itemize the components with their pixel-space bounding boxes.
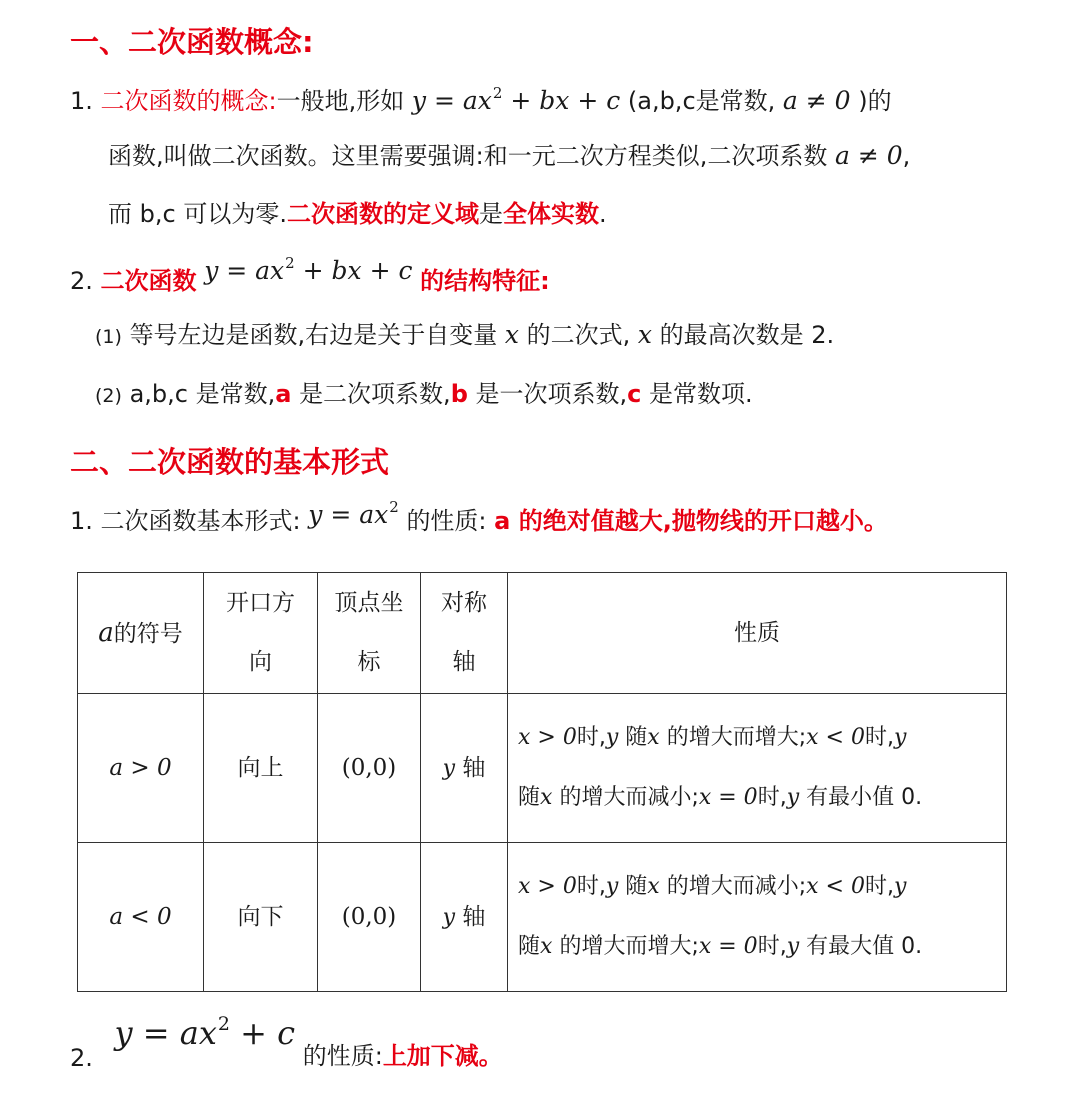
item-number: 2. <box>70 267 93 295</box>
s2-item1: 1. 二次函数基本形式: $y = ax^2$ 的性质: a 的绝对值越大,抛物线的开口越小。 <box>70 498 888 535</box>
condition-a-nonzero-2: a ≠ 0 <box>834 141 903 170</box>
table-header-row <box>78 573 1007 694</box>
cell-axis: y 轴 <box>421 694 508 843</box>
header-vertex: 顶点坐 标 <box>318 573 421 694</box>
table-row <box>78 694 1007 843</box>
s1-item2-point2: (2) a,b,c 是常数,a 是二次项系数,b 是一次项系数,c 是常数项. <box>95 380 753 408</box>
domain-highlight: 二次函数的定义域 <box>286 200 479 228</box>
text: (a,b,c是常数, <box>627 87 776 115</box>
cell-axis: y 轴 <box>421 843 508 992</box>
property-line-2: 随x 的增大而减小;x = 0时,y 有最小值 0. <box>518 785 923 810</box>
header-properties: 性质 <box>508 573 1007 694</box>
text: 函数,叫做二次函数。这里需要强调:和一元二次方程类似,二次项系数 <box>108 142 828 170</box>
header-sign: a的符号 <box>78 573 204 694</box>
item-number: 2. <box>70 1044 93 1072</box>
formula-quadratic: $y = ax^2$ + bx + c <box>204 254 413 285</box>
header-open: 开口方 向 <box>204 573 318 694</box>
property-line-1: x > 0时,y 随x 的增大而增大;x < 0时,y <box>518 725 907 750</box>
cell-sign: a > 0 <box>78 694 204 843</box>
section2-title: 二、二次函数的基本形式 <box>70 445 390 479</box>
formula-basic: $y = ax^2$ <box>308 498 399 529</box>
condition-a-nonzero: a ≠ 0 <box>782 86 851 115</box>
cell-open: 向下 <box>204 843 318 992</box>
s2-item2: 2. $y = ax^2 + c$ 的性质:上加下减。 <box>70 1013 503 1072</box>
formula-quadratic: $y = ax^2$ + bx + c <box>411 84 621 115</box>
real-numbers-highlight: 全体实数 <box>502 200 599 228</box>
structure-label-2: 的结构特征: <box>420 267 550 295</box>
cell-vertex: (0,0) <box>318 694 421 843</box>
item-number: 1. <box>70 87 93 115</box>
s1-item1-line3: 而 b,c 可以为零.二次函数的定义域是全体实数. <box>108 200 607 228</box>
cell-vertex: (0,0) <box>318 843 421 992</box>
properties-table <box>77 572 1007 992</box>
cell-open: 向上 <box>204 694 318 843</box>
shift-rule-highlight: 上加下减。 <box>382 1042 503 1070</box>
table-row <box>78 843 1007 992</box>
s1-item2-header <box>70 254 550 295</box>
concept-label: 二次函数的概念: <box>100 87 277 115</box>
structure-label: 二次函数 <box>100 267 197 295</box>
cell-sign: a < 0 <box>78 843 204 992</box>
property-line-2: 随x 的增大而增大;x = 0时,y 有最大值 0. <box>518 934 923 959</box>
property-line-1: x > 0时,y 随x 的增大而减小;x < 0时,y <box>518 874 907 899</box>
cell-properties <box>508 694 1007 843</box>
s1-item1-line2: 函数,叫做二次函数。这里需要强调:和一元二次方程类似,二次项系数 a ≠ 0, <box>108 141 911 170</box>
text: 而 b,c 可以为零. <box>108 200 287 228</box>
text: 一般地,形如 <box>276 87 405 115</box>
section1-title: 一、二次函数概念: <box>70 25 314 59</box>
s1-item2-point1: (1) 等号左边是函数,右边是关于自变量 x 的二次式, x 的最高次数是 2. <box>95 320 835 349</box>
item-number: 1. <box>70 507 93 535</box>
formula-vertical-shift: $y = ax^2 + c$ <box>114 1013 296 1052</box>
abs-value-highlight: a 的绝对值越大,抛物线的开口越小。 <box>494 507 888 535</box>
s1-item1-line1 <box>70 86 892 113</box>
cell-properties <box>508 843 1007 992</box>
header-axis: 对称 轴 <box>421 573 508 694</box>
text: )的 <box>858 87 892 115</box>
